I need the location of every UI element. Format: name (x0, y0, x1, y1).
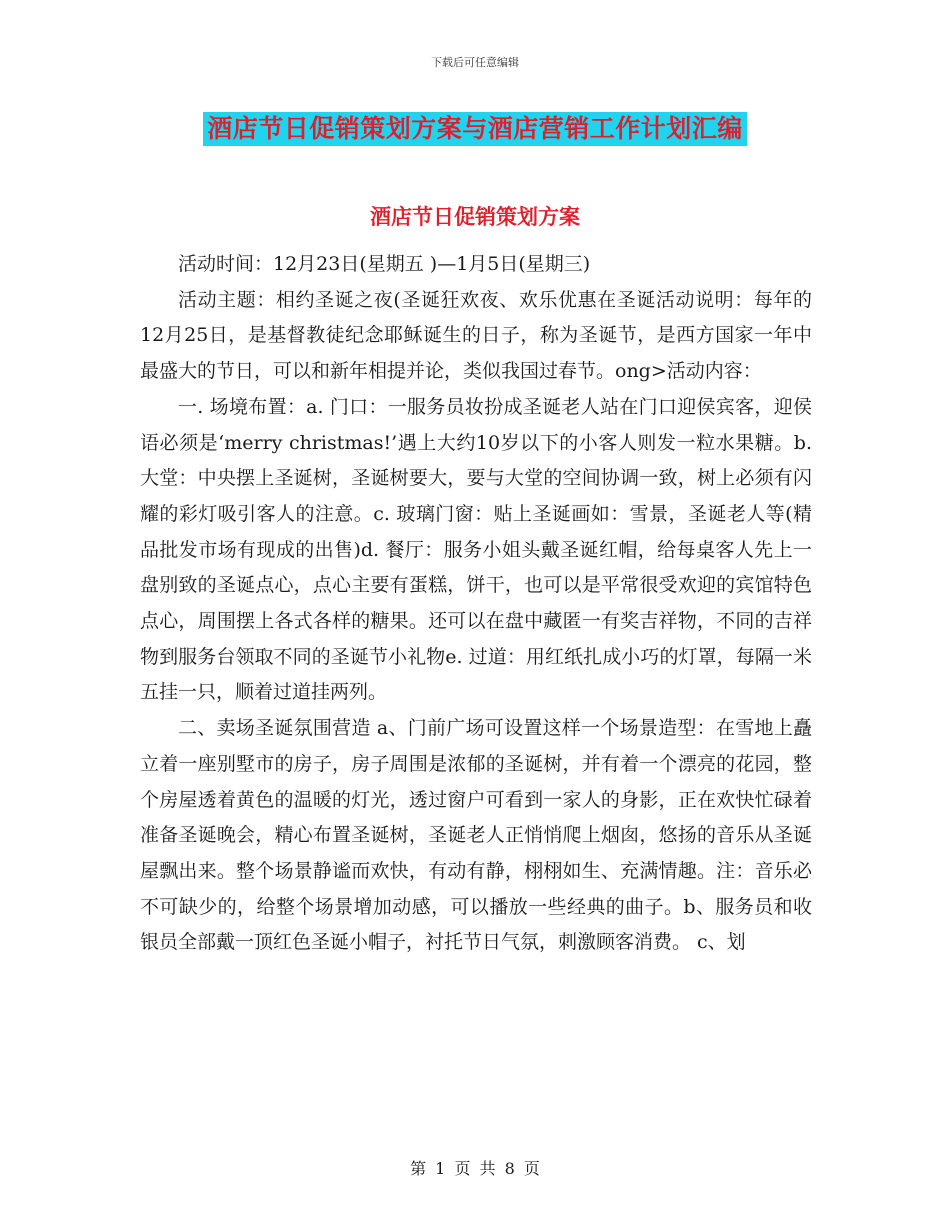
page-footer: 第 1 页 共 8 页 (410, 1159, 540, 1178)
paragraph-activity-theme: 活动主题：相约圣诞之夜(圣诞狂欢夜、欢乐优惠在圣诞活动说明：每年的12月25日，是基督教徒纪念耶稣诞生的日子，称为圣诞节，是西方国家一年中最盛大的节日，可以和新年相提并论，类似我国过春节。ong>活动内容： (140, 288, 812, 383)
document-title: 酒店节日促销策划方案与酒店营销工作计划汇编 (203, 112, 747, 146)
document-title-container (0, 112, 950, 146)
paragraph-scene-layout: 一. 场境布置：a. 门口：一服务员妆扮成圣诞老人站在门口迎侯宾客，迎侯语必须是‘merry christmas!’遇上大约10岁以下的小客人则发一粒水果糖。b. 大堂：中央摆上圣诞树，圣诞树要大，要与大堂的空间协调一致，树上必须有闪耀的彩灯吸引客人的注意。c. 玻璃门窗：贴上圣诞画如：雪景，圣诞老人等(精品批发市场有现成的出售)d. 餐厅：服务小姐头戴圣诞红帽，给每桌客人先上一盘别致的圣诞点心，点心主要有蛋糕，饼干，也可以是平常很受欢迎的宾馆特色点心，周围摆上各式各样的糖果。还可以在盘中藏匿一有奖吉祥物，不同的吉祥物到服务台领取不同的圣诞节小礼物e. 过道：用红纸扎成小巧的灯罩，每隔一米五挂一只，顺着过道挂两列。 (140, 395, 812, 704)
section-title: 酒店节日促销策划方案 (370, 204, 580, 229)
paragraph-store-atmosphere: 二、卖场圣诞氛围营造 a、门前广场可设置这样一个场景造型：在雪地上矗立着一座别墅市的房子，房子周围是浓郁的圣诞树，并有着一个漂亮的花园，整个房屋透着黄色的温暖的灯光，透过窗户可看到一家人的身影，正在欢快忙碌着准备圣诞晚会，精心布置圣诞树，圣诞老人正悄悄爬上烟囱，悠扬的音乐从圣诞屋飘出来。整个场景静谧而欢快，有动有静，栩栩如生、充满情趣。注：音乐必不可缺少的，给整个场景增加动感，可以播放一些经典的曲子。b、服务员和收银员全部戴一顶红色圣诞小帽子，衬托节日气氛，刺激顾客消费。 c、划 (140, 717, 812, 954)
document-body (140, 247, 812, 961)
header-note: 下载后可任意编辑 (431, 56, 519, 69)
paragraph-activity-time: 活动时间：12月23日(星期五 )—1月5日(星期三) (178, 253, 591, 275)
